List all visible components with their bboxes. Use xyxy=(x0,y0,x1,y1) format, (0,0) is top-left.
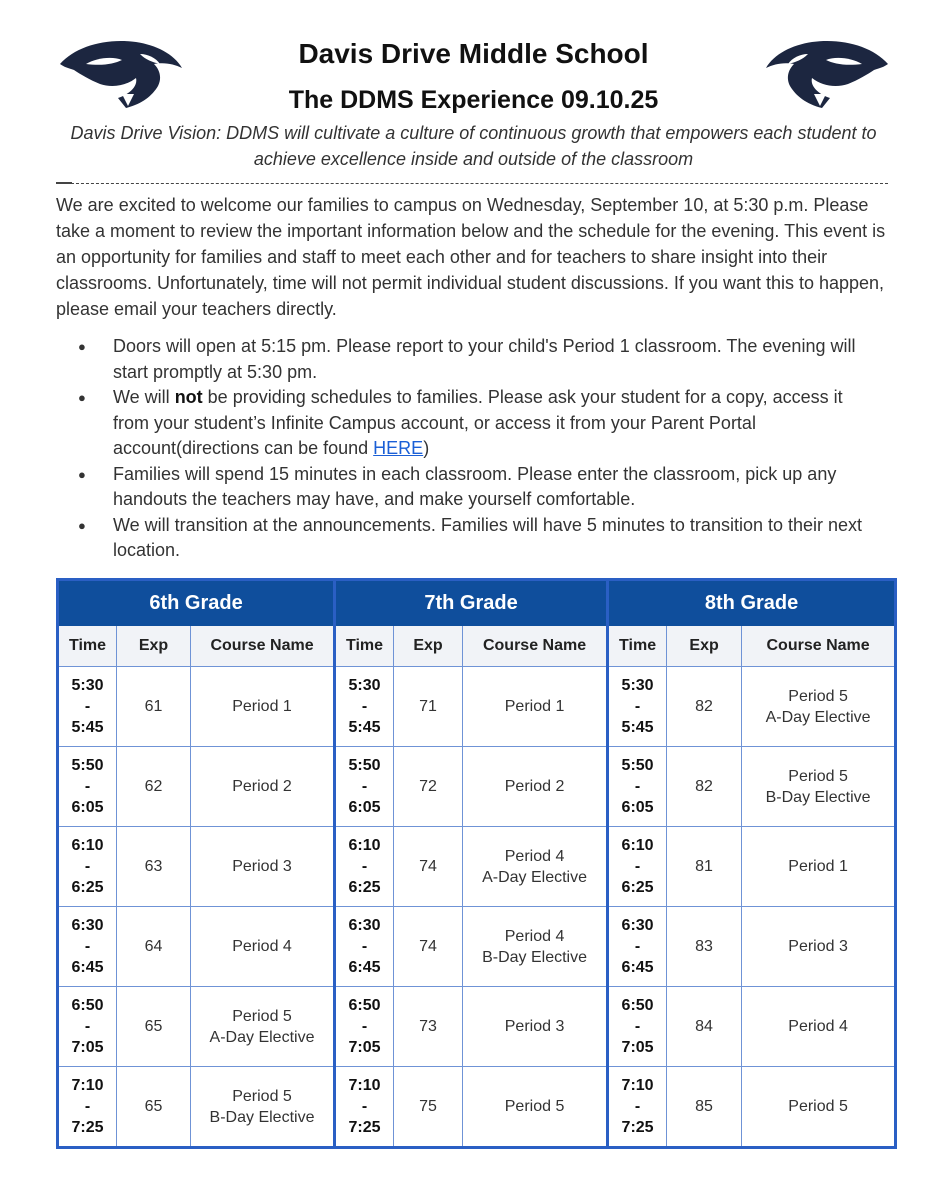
table-row xyxy=(58,827,896,907)
course-name-cell: Period 5 A-Day Elective xyxy=(191,987,335,1067)
time-cell: 7:10 - 7:25 xyxy=(608,1067,667,1148)
table-row xyxy=(58,667,896,747)
table-row xyxy=(58,747,896,827)
course-name-cell: Period 5 xyxy=(463,1067,608,1148)
exp-cell: 75 xyxy=(394,1067,463,1148)
exp-cell: 81 xyxy=(667,827,742,907)
bullet-doors-open: ● Doors will open at 5:15 pm. Please report to your child's Period 1 classroom. The evening will start promptly at 5:30 pm. xyxy=(78,334,878,385)
col-time: Time xyxy=(608,626,667,667)
time-cell: 5:30 - 5:45 xyxy=(335,667,394,747)
table-row xyxy=(58,1067,896,1148)
bullet-transition: ● We will transition at the announcements. Families will have 5 minutes to transition to their next location. xyxy=(78,513,878,564)
exp-cell: 74 xyxy=(394,907,463,987)
table-row xyxy=(58,987,896,1067)
col-exp: Exp xyxy=(667,626,742,667)
exp-cell: 64 xyxy=(117,907,191,987)
vision-statement: Davis Drive Vision: DDMS will cultivate a culture of continuous growth that empowers each student to achieve excellence inside and outside of the classroom xyxy=(70,123,877,169)
exp-cell: 82 xyxy=(667,747,742,827)
course-name-cell: Period 3 xyxy=(191,827,335,907)
time-cell: 7:10 - 7:25 xyxy=(335,1067,394,1148)
time-cell: 6:50 - 7:05 xyxy=(335,987,394,1067)
col-course-name: Course Name xyxy=(742,626,896,667)
exp-cell: 74 xyxy=(394,827,463,907)
exp-cell: 65 xyxy=(117,987,191,1067)
course-name-cell: Period 1 xyxy=(742,827,896,907)
exp-cell: 73 xyxy=(394,987,463,1067)
event-subtitle: The DDMS Experience 09.10.25 xyxy=(288,86,659,114)
col-exp: Exp xyxy=(394,626,463,667)
course-name-cell: Period 5 A-Day Elective xyxy=(742,667,896,747)
col-time: Time xyxy=(58,626,117,667)
time-cell: 5:30 - 5:45 xyxy=(58,667,117,747)
bullet-classroom-time: ● Families will spend 15 minutes in each classroom. Please enter the classroom, pick up any handouts the teachers may have, and make yourself comfortable. xyxy=(78,462,878,513)
time-cell: 6:10 - 6:25 xyxy=(608,827,667,907)
course-name-cell: Period 1 xyxy=(463,667,608,747)
time-cell: 6:30 - 6:45 xyxy=(608,907,667,987)
exp-cell: 84 xyxy=(667,987,742,1067)
course-name-cell: Period 3 xyxy=(742,907,896,987)
grade-6-header: 6th Grade xyxy=(58,580,335,626)
course-name-cell: Period 1 xyxy=(191,667,335,747)
exp-cell: 63 xyxy=(117,827,191,907)
col-time: Time xyxy=(335,626,394,667)
course-name-cell: Period 4 xyxy=(742,987,896,1067)
course-name-cell: Period 4 A-Day Elective xyxy=(463,827,608,907)
time-cell: 6:10 - 6:25 xyxy=(58,827,117,907)
col-course-name: Course Name xyxy=(191,626,335,667)
info-bullet-list xyxy=(78,334,878,564)
here-link[interactable]: HERE xyxy=(373,438,424,458)
course-name-cell: Period 4 xyxy=(191,907,335,987)
schedule-table xyxy=(56,578,897,1149)
time-cell: 5:50 - 6:05 xyxy=(608,747,667,827)
bullet-schedules: ● We will not be providing schedules to families. Please ask your student for a copy, access it from your student’s Infinite Campus account, or access it from your Parent Portal account(directions can be found HERE) xyxy=(78,385,878,462)
course-name-cell: Period 4 B-Day Elective xyxy=(463,907,608,987)
time-cell: 5:50 - 6:05 xyxy=(335,747,394,827)
intro-paragraph: We are excited to welcome our families to campus on Wednesday, September 10, at 5:30 p.m. Please take a moment to review the important information below and the schedule for the evening. This event is an opportunity for families and staff to meet each other and for teachers to share insight into their classrooms. Unfortunately, time will not permit individual student discussions. If you want this to happen, please email your teachers directly. xyxy=(56,195,886,319)
course-name-cell: Period 5 B-Day Elective xyxy=(742,747,896,827)
exp-cell: 82 xyxy=(667,667,742,747)
exp-cell: 83 xyxy=(667,907,742,987)
course-name-cell: Period 5 B-Day Elective xyxy=(191,1067,335,1148)
course-name-cell: Period 2 xyxy=(463,747,608,827)
time-cell: 6:10 - 6:25 xyxy=(335,827,394,907)
time-cell: 5:30 - 5:45 xyxy=(608,667,667,747)
exp-cell: 61 xyxy=(117,667,191,747)
course-name-cell: Period 2 xyxy=(191,747,335,827)
course-name-cell: Period 3 xyxy=(463,987,608,1067)
time-cell: 6:50 - 7:05 xyxy=(58,987,117,1067)
time-cell: 5:50 - 6:05 xyxy=(58,747,117,827)
col-exp: Exp xyxy=(117,626,191,667)
school-title: Davis Drive Middle School xyxy=(298,38,649,69)
dashed-divider xyxy=(56,183,888,184)
col-course-name: Course Name xyxy=(463,626,608,667)
exp-cell: 85 xyxy=(667,1067,742,1148)
time-cell: 6:50 - 7:05 xyxy=(608,987,667,1067)
exp-cell: 71 xyxy=(394,667,463,747)
schedule-body xyxy=(58,667,896,1148)
exp-cell: 72 xyxy=(394,747,463,827)
time-cell: 6:30 - 6:45 xyxy=(335,907,394,987)
course-name-cell: Period 5 xyxy=(742,1067,896,1148)
table-row xyxy=(58,907,896,987)
bold-not: not xyxy=(174,387,203,407)
exp-cell: 62 xyxy=(117,747,191,827)
time-cell: 7:10 - 7:25 xyxy=(58,1067,117,1148)
time-cell: 6:30 - 6:45 xyxy=(58,907,117,987)
grade-8-header: 8th Grade xyxy=(608,580,896,626)
grade-7-header: 7th Grade xyxy=(335,580,608,626)
exp-cell: 65 xyxy=(117,1067,191,1148)
